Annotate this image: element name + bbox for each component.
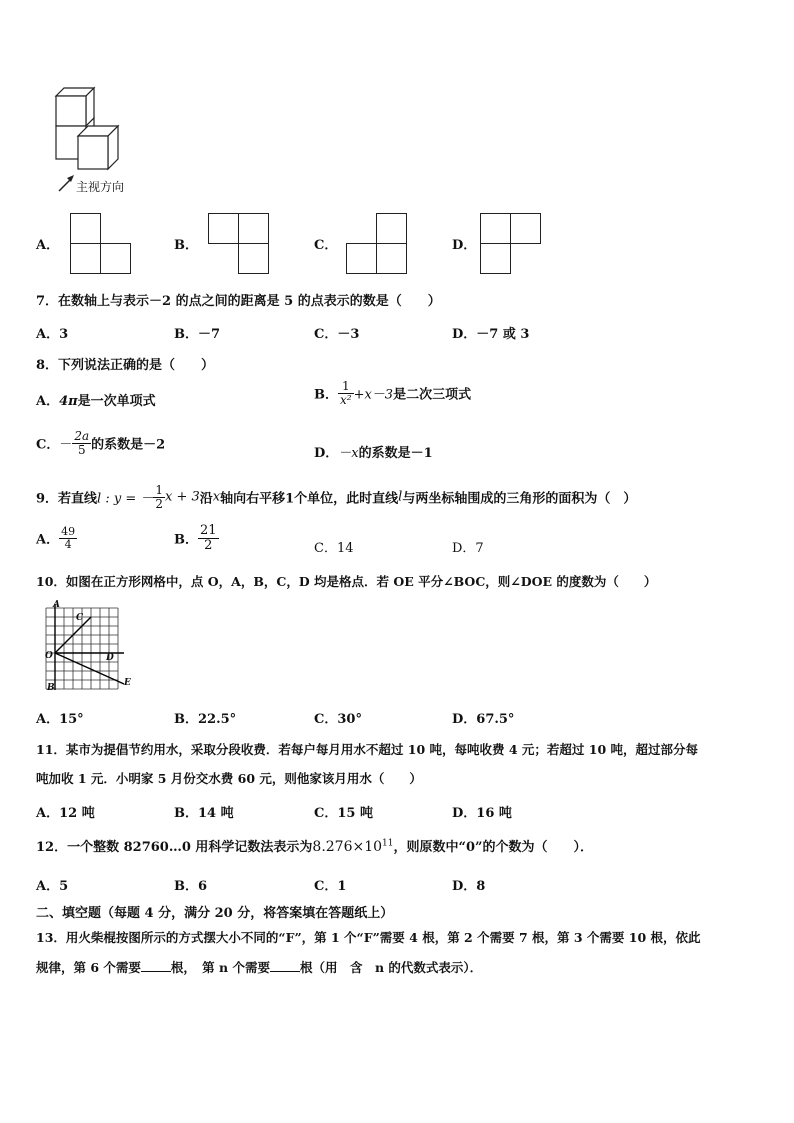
q10-label-c: C [76, 613, 84, 623]
q8-option-a[interactable] [36, 390, 156, 409]
q7-option-c[interactable]: C．－3 [314, 327, 360, 342]
q10-option-a[interactable]: A．15° [36, 712, 84, 727]
q8-c-label: C． [36, 437, 60, 453]
q10-label-e: E [124, 678, 131, 688]
q6-d-square [510, 213, 541, 244]
q11-line2: 吨加收 1 元．小明家 5 月份交水费 60 元，则他家该月用水（ ） [36, 771, 422, 786]
q10-label-o: O [45, 651, 53, 661]
q9-line-expr-a: l : y = － [97, 491, 154, 507]
q12-stem-b: ，则原数中“0”的个数为（ ）． [393, 840, 594, 855]
q13-line2-b: 根， 第 n 个需要 [170, 960, 270, 975]
q9-line-var: l [398, 489, 403, 505]
q9-stem-a: 9．若直线 [36, 491, 98, 507]
q12-option-a[interactable]: A．5 [36, 879, 69, 894]
q12-option-d[interactable]: D．8 [452, 879, 486, 894]
q10-option-b[interactable]: B．22.5° [174, 712, 237, 727]
q9-axis-var: x [212, 489, 221, 505]
q8-c-fraction [72, 430, 91, 456]
q6-c-square [346, 243, 377, 274]
q10-label-a: A [53, 600, 60, 610]
q6-a-square [70, 243, 101, 274]
q13-line2 [36, 958, 482, 976]
q9-line-numerator: 1 [155, 483, 163, 497]
section2-title: 二、填空题（每题 4 分，满分 20 分，将答案填在答题纸上） [36, 906, 394, 921]
q8-option-c[interactable] [36, 430, 165, 456]
q11-option-b[interactable]: B．14 吨 [174, 806, 234, 821]
q6-a-square [70, 213, 101, 244]
q6-option-b[interactable] [174, 212, 284, 276]
q10-option-c[interactable]: C．30° [314, 712, 362, 727]
q13-line1: 13．用火柴棍按图所示的方式摆大小不同的“F”，第 1 个“F”需要 4 根，第 2 个需要 7 根，第 3 个需要 10 根，依此 [36, 930, 701, 945]
q8-c-numerator: 2a [74, 429, 90, 443]
q8-a-math: 4π [59, 394, 78, 409]
q12-stem [36, 836, 593, 855]
q9-option-b[interactable] [174, 524, 219, 552]
q7-option-d[interactable]: D．－7 或 3 [452, 327, 530, 342]
q12-stem-a: 12．一个整数 82760…0 用科学记数法表示为 [36, 840, 313, 855]
q9-line-fraction [153, 484, 165, 510]
q11-option-d[interactable]: D．16 吨 [452, 806, 512, 821]
q6-c-square [376, 243, 407, 274]
q6-c-square [376, 213, 407, 244]
q11-option-a[interactable]: A．12 吨 [36, 806, 95, 821]
q11-line1: 11．某市为提倡节约用水，采取分段收费．若每户每月用水不超过 10 吨，每吨收费 4 元；若超过 10 吨，超过部分每 [36, 742, 698, 757]
q8-b-fraction [338, 380, 354, 406]
q6-option-d[interactable] [452, 212, 562, 276]
q9-stem-b: 沿 [199, 491, 213, 507]
q9-b-fraction [198, 524, 219, 552]
q6-option-b-label: B． [174, 238, 198, 253]
q10-stem: 10．如图在正方形网格中，点 O，A，B，C，D 均是格点．若 OE 平分∠BOC，则∠DOE 的度数为（ ） [36, 574, 657, 589]
q11-option-c[interactable]: C．15 吨 [314, 806, 373, 821]
q6-option-c[interactable] [314, 212, 424, 276]
q8-b-tail: +x－3 [353, 387, 394, 403]
q8-a-label: A． [36, 394, 60, 409]
q6-b-square [208, 213, 239, 244]
view-direction-arrow [56, 172, 78, 194]
q8-c-text: 的系数是－2 [91, 437, 166, 453]
q8-c-denominator: 5 [77, 442, 86, 457]
q9-stem-d: 与两坐标轴围成的三角形的面积为（ ） [402, 491, 637, 507]
q8-b-text: 是二次三项式 [393, 387, 472, 403]
q8-option-b[interactable] [314, 380, 471, 406]
q13-line2-c: 根（用 含 n 的代数式表示）． [299, 960, 483, 975]
q6-option-d-label: D． [452, 238, 477, 253]
q8-a-text: 是一次单项式 [77, 394, 156, 409]
q7-option-a[interactable]: A．3 [36, 327, 69, 342]
q9-b-numerator: 21 [200, 523, 217, 538]
q9-a-fraction [59, 526, 77, 550]
q6-option-a[interactable] [36, 212, 146, 276]
q9-option-d[interactable]: D．7 [452, 541, 484, 556]
q10-grid-figure [40, 600, 140, 694]
q6-b-square [238, 243, 269, 274]
q10-label-b: B [47, 683, 55, 693]
q9-a-label: A． [36, 532, 60, 548]
q10-label-d: D [106, 653, 114, 663]
q8-c-sign: － [59, 437, 73, 453]
view-direction-caption: 主视方向 [76, 180, 125, 194]
q6-option-c-label: C． [314, 238, 338, 253]
q7-option-b[interactable]: B．－7 [174, 327, 221, 342]
q8-d-text: 的系数是－1 [358, 446, 433, 461]
q8-b-denominator: x² [340, 392, 352, 407]
q6-d-square [480, 243, 511, 274]
q9-b-denominator: 2 [204, 537, 213, 553]
q8-d-label: D． [314, 446, 339, 461]
q10-option-d[interactable]: D．67.5° [452, 712, 515, 727]
q9-option-c[interactable]: C．14 [314, 541, 354, 556]
q13-line2-a: 规律，第 6 个需要 [36, 960, 141, 975]
answer-blank-6th[interactable] [141, 959, 171, 972]
q6-b-square [238, 213, 269, 244]
q9-stem-c: 轴向右平移1个单位，此时直线 [220, 491, 399, 507]
q9-b-label: B． [174, 532, 198, 548]
q6-option-a-label: A． [36, 238, 60, 253]
q9-a-numerator: 49 [61, 525, 76, 538]
q12-exponent: 11 [382, 838, 394, 849]
q7-stem: 7．在数轴上与表示－2 的点之间的距离是 5 的点表示的数是（ ） [36, 294, 441, 309]
q8-option-d[interactable] [314, 442, 433, 461]
q9-stem [36, 484, 636, 510]
q9-option-a[interactable] [36, 526, 77, 550]
q8-b-numerator: 1 [338, 380, 354, 394]
q9-line-expr-b: x + 3 [165, 489, 200, 505]
q6-d-square [480, 213, 511, 244]
q12-option-b[interactable]: B．6 [174, 879, 208, 894]
q9-line-denominator: 2 [155, 496, 163, 511]
q8-stem: 8．下列说法正确的是（ ） [36, 358, 215, 373]
q8-b-label: B． [314, 387, 338, 403]
q12-option-c[interactable]: C．1 [314, 879, 347, 894]
q12-sci: 8.276×10 [312, 839, 383, 855]
q9-a-denominator: 4 [64, 537, 72, 551]
q6-a-square [100, 243, 131, 274]
answer-blank-nth[interactable] [270, 959, 300, 972]
q8-d-math: －x [338, 446, 359, 461]
